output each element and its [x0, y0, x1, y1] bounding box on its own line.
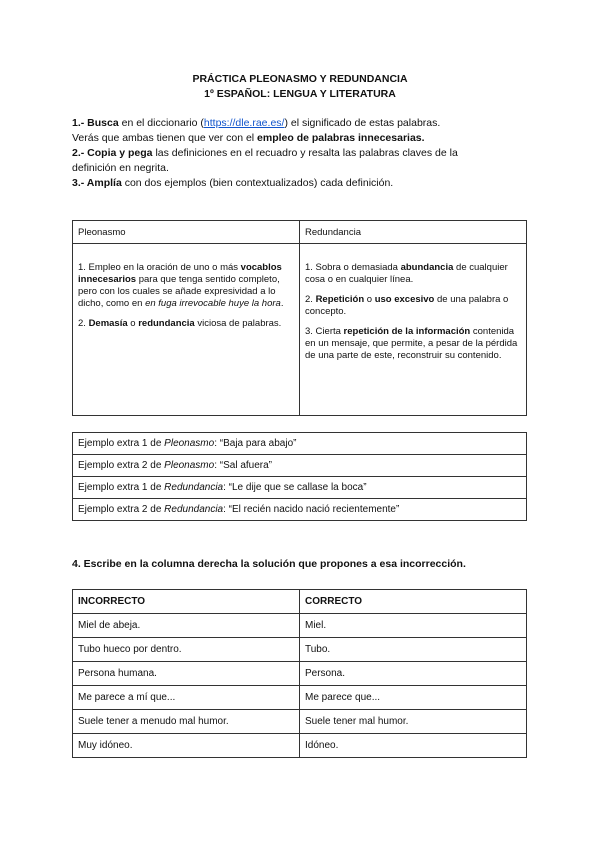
pleonasmo-def-2: 2. Demasía o redundancia viciosa de palabras.: [78, 318, 282, 329]
dictionary-link[interactable]: https://dle.rae.es/: [203, 117, 285, 129]
redundancia-def-1: 1. Sobra o demasiada abundancia de cualquier cosa o en cualquier línea.: [305, 262, 508, 285]
definitions-table: [72, 220, 527, 416]
document-title: PRÁCTICA PLEONASMO Y REDUNDANCIA: [192, 73, 408, 85]
question-4: 4. Escribe en la columna derecha la solución que propones a esa incorrección.: [72, 558, 466, 570]
redundancia-def-2: 2. Repetición o uso excesivo de una palabra o concepto.: [305, 294, 509, 317]
correct-cell[interactable]: Tubo.: [300, 638, 527, 662]
correct-cell[interactable]: Idóneo.: [300, 734, 527, 758]
table-row: [73, 662, 527, 686]
instruction-1: 1.- Busca en el diccionario (https://dle.rae.es/) el significado de estas palabras.: [72, 117, 441, 129]
redundancia-definition-cell[interactable]: [300, 244, 527, 416]
correct-cell[interactable]: Persona.: [300, 662, 527, 686]
pleonasmo-header: Pleonasmo: [73, 221, 300, 244]
table-row: [73, 686, 527, 710]
incorrect-header: INCORRECTO: [73, 590, 300, 614]
incorrect-cell: Me parece a mí que...: [73, 686, 300, 710]
table-row: [73, 638, 527, 662]
correct-header: CORRECTO: [300, 590, 527, 614]
incorrect-cell: Miel de abeja.: [73, 614, 300, 638]
instruction-1-line2: Verás que ambas tienen que ver con el empleo de palabras innecesarias.: [72, 132, 425, 144]
instruction-2: 2.- Copia y pega las definiciones en el recuadro y resalta las palabras claves de la definición en negrita.: [72, 147, 458, 174]
example-row[interactable]: Ejemplo extra 1 de Pleonasmo: “Baja para abajo”: [73, 433, 527, 455]
examples-table: [72, 432, 527, 521]
incorrect-cell: Persona humana.: [73, 662, 300, 686]
document-subtitle: 1º ESPAÑOL: LENGUA Y LITERATURA: [204, 88, 396, 100]
correct-cell[interactable]: Suele tener mal humor.: [300, 710, 527, 734]
redundancia-def-3: 3. Cierta repetición de la información contenida en un mensaje, que permite, a pesar de la pérdida de una parte de este, reconstruir su contenido.: [305, 326, 518, 361]
example-row[interactable]: Ejemplo extra 2 de Pleonasmo: “Sal afuera”: [73, 455, 527, 477]
correct-cell[interactable]: Miel.: [300, 614, 527, 638]
table-row: [73, 614, 527, 638]
instruction-3: 3.- Amplía con dos ejemplos (bien contextualizados) cada definición.: [72, 177, 394, 189]
incorrect-cell: Tubo hueco por dentro.: [73, 638, 300, 662]
incorrect-cell: Muy idóneo.: [73, 734, 300, 758]
corrections-table: [72, 589, 527, 758]
example-row[interactable]: Ejemplo extra 2 de Redundancia: “El recién nacido nació recientemente”: [73, 499, 527, 521]
correct-cell[interactable]: Me parece que...: [300, 686, 527, 710]
pleonasmo-def-1: 1. Empleo en la oración de uno o más vocablos innecesarios para que tenga sentido completo, pero con los cuales se añade expresividad a lo dicho, como en en fuga irrevocable huye la hora.: [78, 262, 284, 309]
incorrect-cell: Suele tener a menudo mal humor.: [73, 710, 300, 734]
table-row: [73, 734, 527, 758]
instructions: [72, 116, 492, 191]
example-row[interactable]: Ejemplo extra 1 de Redundancia: “Le dije que se callase la boca”: [73, 477, 527, 499]
pleonasmo-definition-cell[interactable]: [73, 244, 300, 416]
redundancia-header: Redundancia: [300, 221, 527, 244]
table-row: [73, 710, 527, 734]
